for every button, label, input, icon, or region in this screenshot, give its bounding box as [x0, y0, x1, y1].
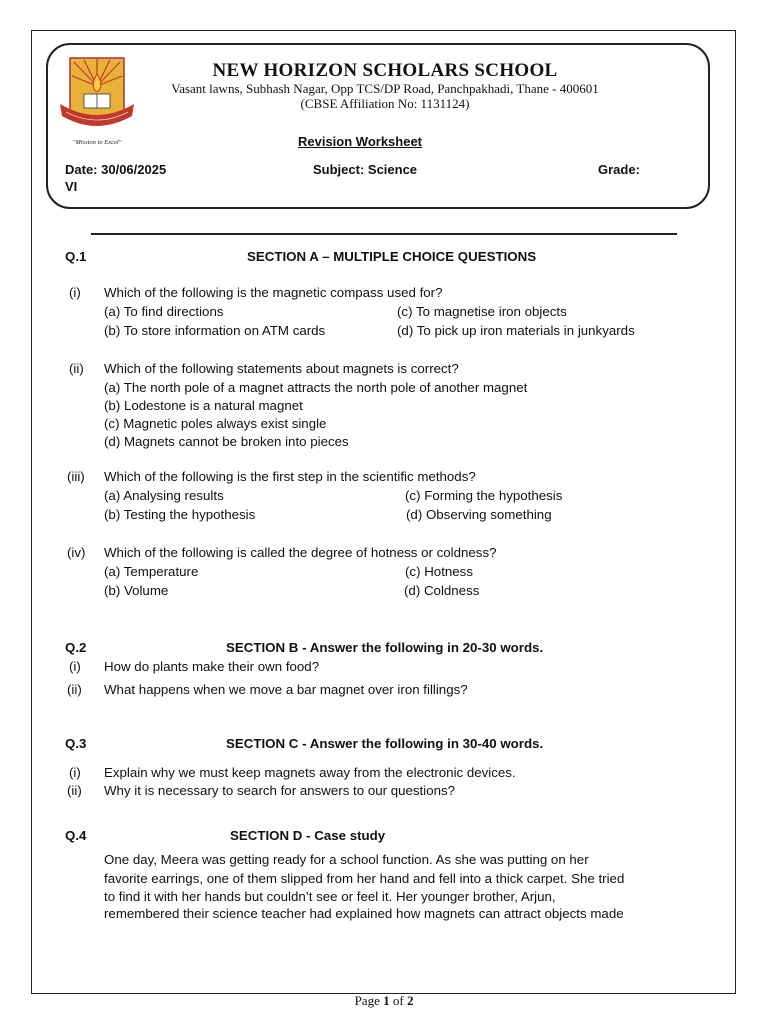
q1-iv-option: (d) Coldness [404, 583, 480, 598]
q1-number: Q.1 [65, 249, 87, 264]
case-study-line: to find it with her hands but couldn’t see or feel it. Her younger brother, Arjun, [104, 889, 556, 904]
affiliation-number: (CBSE Affiliation No: 1131124) [300, 96, 470, 111]
q1-i-option: (c) To magnetise iron objects [397, 304, 567, 319]
q1-iii-option: (c) Forming the hypothesis [405, 488, 563, 503]
worksheet-title: Revision Worksheet [297, 134, 423, 149]
q1-ii-option: (b) Lodestone is a natural magnet [104, 398, 303, 413]
school-name: NEW HORIZON SCHOLARS SCHOOL [212, 60, 558, 81]
page-label: Page [354, 993, 380, 1008]
case-study-line: remembered their science teacher had explained how magnets can attract objects made [104, 906, 624, 921]
q2-i-question: How do plants make their own food? [104, 659, 320, 674]
q1-ii-question: Which of the following statements about magnets is correct? [104, 361, 459, 376]
q1-i-option: (a) To find directions [104, 304, 224, 319]
q3-i-question: Explain why we must keep magnets away from the electronic devices. [104, 765, 516, 780]
q1-i-question: Which of the following is the magnetic compass used for? [104, 285, 443, 300]
q1-iv-number: (iv) [67, 545, 86, 560]
page-footer [0, 993, 768, 1009]
q1-ii-number: (ii) [69, 361, 84, 376]
q3-ii-question: Why it is necessary to search for answers to our questions? [104, 783, 456, 798]
q4-section-heading: SECTION D - Case study [230, 828, 386, 843]
q4-number: Q.4 [65, 828, 87, 843]
q2-number: Q.2 [65, 640, 87, 655]
q1-iv-option: (b) Volume [104, 583, 169, 598]
q1-ii-option: (d) Magnets cannot be broken into pieces [104, 434, 349, 449]
case-study-line: favorite earrings, one of them slipped from her hand and fell into a thick carpet. She tried [104, 871, 625, 886]
q1-i-number: (i) [69, 285, 81, 300]
q2-ii-number: (ii) [67, 682, 82, 697]
q1-iv-question: Which of the following is called the degree of hotness or coldness? [104, 545, 497, 560]
q1-iii-option: (a) Analysing results [104, 488, 224, 503]
q2-section-heading: SECTION B - Answer the following in 20-30 words. [226, 640, 544, 655]
motto-text: "Mission to Excel" [72, 139, 122, 146]
q1-ii-option: (a) The north pole of a magnet attracts the north pole of another magnet [104, 380, 528, 395]
q3-section-heading: SECTION C - Answer the following in 30-40 words. [226, 736, 544, 751]
page-number: 1 [383, 993, 390, 1008]
q2-ii-question: What happens when we move a bar magnet over iron fillings? [104, 682, 468, 697]
date-field: Date: 30/06/2025 [65, 162, 167, 177]
q1-iii-option: (b) Testing the hypothesis [104, 507, 256, 522]
q1-iii-number: (iii) [67, 469, 85, 484]
q3-number: Q.3 [65, 736, 87, 751]
q1-iii-option: (d) Observing something [406, 507, 552, 522]
q2-i-number: (i) [69, 659, 81, 674]
of-label: of [392, 993, 404, 1008]
case-study-line: One day, Meera was getting ready for a school function. As she was putting on her [104, 852, 589, 867]
q3-i-number: (i) [69, 765, 81, 780]
grade-label: Grade: [598, 162, 640, 177]
q1-i-option: (d) To pick up iron materials in junkyards [397, 323, 635, 338]
q1-ii-option: (c) Magnetic poles always exist single [104, 416, 327, 431]
page-total: 2 [406, 993, 414, 1008]
grade-value: VI [65, 179, 78, 194]
q1-iv-option: (c) Hotness [405, 564, 473, 579]
subject-field: Subject: Science [313, 162, 418, 177]
q1-section-heading: SECTION A – MULTIPLE CHOICE QUESTIONS [247, 249, 537, 264]
q1-iii-question: Which of the following is the first step in the scientific methods? [104, 469, 476, 484]
q1-i-option: (b) To store information on ATM cards [104, 323, 326, 338]
school-address: Vasant lawns, Subhash Nagar, Opp TCS/DP Road, Panchpakhadi, Thane - 400601 [171, 81, 599, 96]
header-divider [91, 233, 677, 235]
q3-ii-number: (ii) [67, 783, 82, 798]
school-logo [54, 56, 140, 148]
q1-iv-option: (a) Temperature [104, 564, 199, 579]
